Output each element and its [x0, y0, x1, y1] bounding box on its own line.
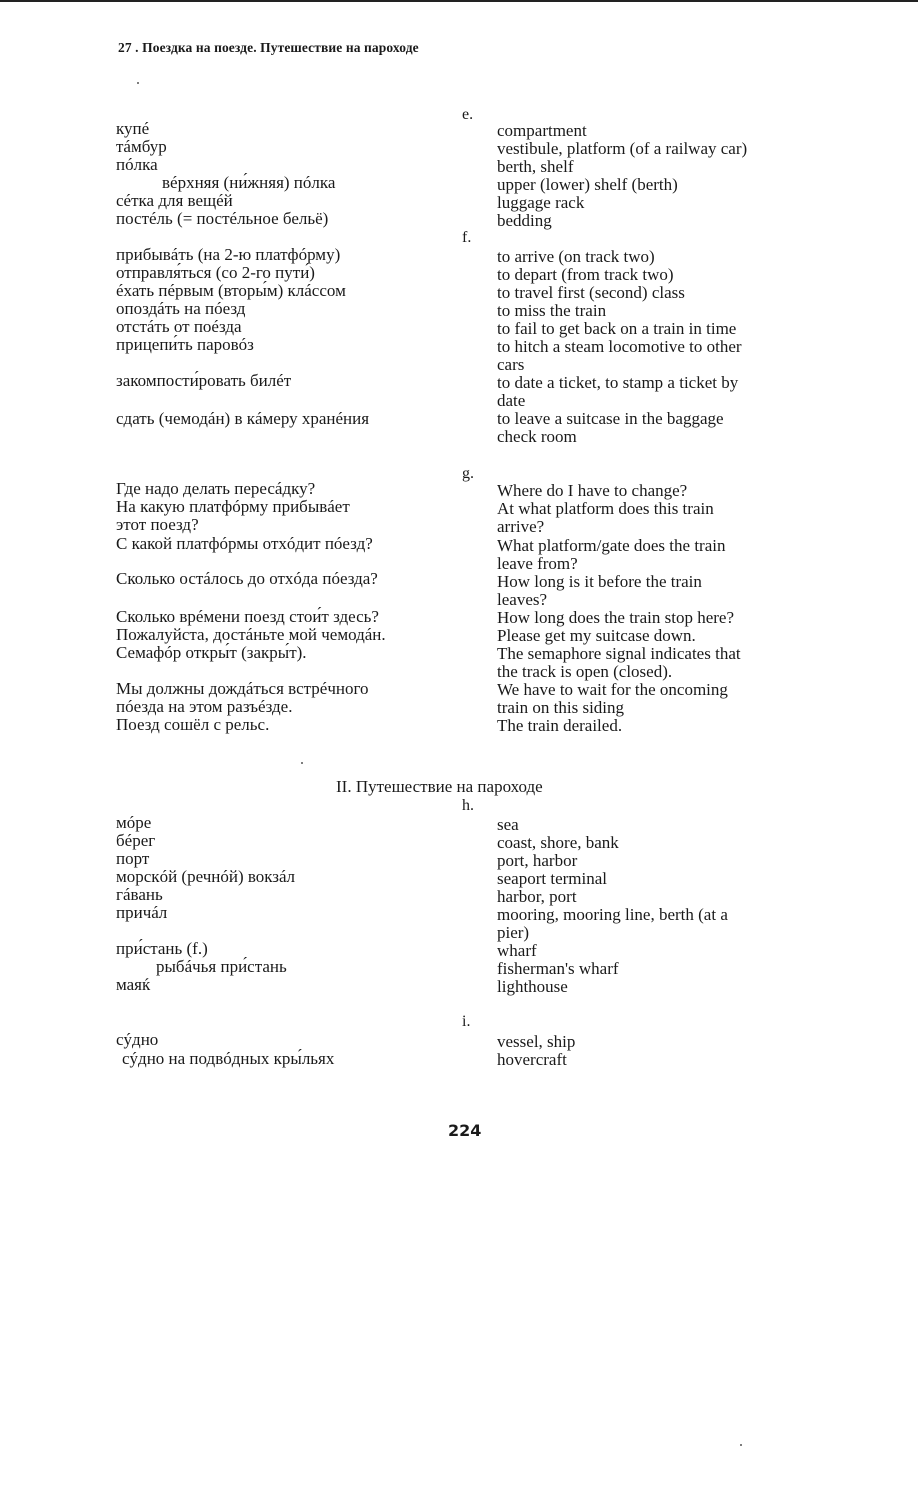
ru-term: вéрхняя (ни́жняя) пóлка [162, 173, 336, 192]
ru-term: сýдно на подвóдных кры́льях [122, 1049, 335, 1068]
en-translation: How long does the train stop here? [497, 608, 734, 627]
ru-term: при́стань (f.) [116, 939, 208, 958]
en-translation: What platform/gate does the train [497, 536, 726, 555]
ru-term: бéрег [116, 831, 156, 850]
ru-term: причáл [116, 903, 168, 922]
en-translation: to fail to get back on a train in time [497, 319, 737, 338]
en-translation: Please get my suitcase down. [497, 626, 696, 645]
ru-phrase: Пожалуйста, достáньте мой чемодáн. [116, 625, 386, 644]
en-translation: port, harbor [497, 851, 578, 870]
scan-speck [740, 1444, 742, 1446]
ru-term: сéтка для вещéй [116, 191, 233, 210]
ru-term: закомпости́ровать билéт [116, 371, 292, 390]
ru-term: прицепи́ть паровóз [116, 335, 254, 354]
ru-phrase: Семафóр откры́т (закры́т). [116, 643, 307, 662]
ru-term: сдать (чемодáн) в кáмеру хранéния [116, 409, 370, 428]
en-translation: to arrive (on track two) [497, 247, 655, 266]
en-translation: vessel, ship [497, 1032, 576, 1051]
en-translation: upper (lower) shelf (berth) [497, 175, 678, 194]
en-translation: the track is open (closed). [497, 662, 673, 681]
en-translation: arrive? [497, 517, 545, 536]
en-translation: wharf [497, 941, 537, 960]
en-translation: to travel first (second) class [497, 283, 685, 302]
ru-phrase: Мы должны дождáться встрéчного [116, 679, 369, 698]
marker-e: e. [462, 106, 474, 123]
ru-term: éхать пéрвым (вторы́м) клáссом [116, 281, 346, 300]
en-translation: At what platform does this train [497, 499, 714, 518]
en-translation: harbor, port [497, 887, 577, 906]
ru-phrase: Сколько остáлось до отхóда пóезда? [116, 569, 378, 588]
en-translation: check room [497, 427, 577, 446]
ru-term: тáмбур [116, 137, 167, 156]
en-translation: leave from? [497, 554, 578, 573]
en-translation: vestibule, platform (of a railway car) [497, 139, 748, 158]
en-translation: seaport terminal [497, 869, 607, 888]
ru-phrase: Сколько врéмени поезд стои́т здесь? [116, 607, 379, 626]
page-number: 224 [448, 1121, 482, 1140]
en-translation: berth, shelf [497, 157, 574, 176]
ru-phrase: Где надо делать пересáдку? [116, 479, 316, 498]
en-translation: luggage rack [497, 193, 585, 212]
en-translation: to miss the train [497, 301, 607, 320]
ru-term: опоздáть на пóезд [116, 299, 246, 318]
ru-term: отстáть от поéзда [116, 317, 242, 336]
en-translation: leaves? [497, 590, 548, 609]
ru-term: гáвань [116, 885, 163, 904]
marker-h: h. [462, 797, 474, 814]
en-translation: mooring, mooring line, berth (at a [497, 905, 728, 924]
ru-term: отправля́ться (со 2-го пути́) [116, 263, 315, 282]
ru-phrase: этот поезд? [116, 515, 199, 534]
marker-g: g. [462, 465, 474, 482]
en-translation: bedding [497, 211, 552, 230]
ru-term: пóлка [116, 155, 158, 174]
ru-term: постéль (= постéльное бельё) [116, 209, 329, 228]
en-translation: to leave a suitcase in the baggage [497, 409, 724, 428]
marker-f: f. [462, 229, 472, 246]
en-translation: The train derailed. [497, 716, 623, 735]
ru-term: рыбáчья при́стань [156, 957, 287, 976]
ru-term: прибывáть (на 2-ю платфóрму) [116, 245, 341, 264]
en-translation: to depart (from track two) [497, 265, 674, 284]
top-rule [0, 0, 918, 2]
scan-speck [301, 762, 303, 764]
ru-term: сýдно [116, 1030, 159, 1049]
en-translation: pier) [497, 923, 530, 942]
en-translation: hovercraft [497, 1050, 567, 1069]
en-translation: We have to wait for the oncoming [497, 680, 728, 699]
en-translation: to date a ticket, to stamp a ticket by [497, 373, 739, 392]
ru-term: маяќ [116, 975, 151, 994]
en-translation: cars [497, 355, 525, 374]
ru-phrase: На какую платфóрму прибывáет [116, 497, 350, 516]
marker-i: i. [462, 1013, 471, 1030]
ru-phrase: Поезд сошёл с рельс. [116, 715, 270, 734]
en-translation: coast, shore, bank [497, 833, 619, 852]
en-translation: fisherman's wharf [497, 959, 619, 978]
en-translation: to hitch a steam locomotive to other [497, 337, 742, 356]
en-translation: The semaphore signal indicates that [497, 644, 741, 663]
ru-term: порт [116, 849, 150, 868]
ru-term: купé [116, 119, 150, 138]
scan-speck [137, 82, 139, 84]
running-header: 27 . Поездка на поезде. Путешествие на пароходе [118, 40, 419, 55]
en-translation: How long is it before the train [497, 572, 702, 591]
section-title: II. Путешествие на пароходе [336, 777, 543, 796]
ru-term: морскóй (речнóй) вокзáл [116, 867, 296, 886]
en-translation: train on this siding [497, 698, 625, 717]
ru-phrase: пóезда на этом разъéзде. [116, 697, 293, 716]
en-translation: Where do I have to change? [497, 481, 688, 500]
en-translation: compartment [497, 121, 587, 140]
en-translation: date [497, 391, 526, 410]
en-translation: lighthouse [497, 977, 568, 996]
ru-term: мóре [116, 813, 152, 832]
ru-phrase: С какой платфóрмы отхóдит пóезд? [116, 534, 373, 553]
en-translation: sea [497, 815, 519, 834]
